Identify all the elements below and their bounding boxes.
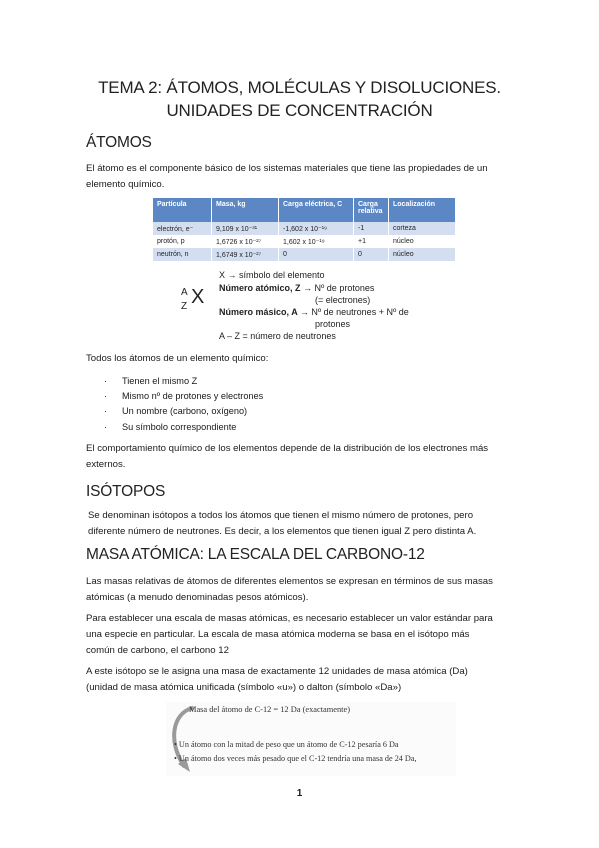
notation-mass-number-label: Número másico, A → [219,307,309,317]
notation-line-3: (= electrones) [315,295,371,305]
isotopos-line2: diferente número de neutrones. Es decir, a los elementos que tienen igual Z pero distinta A. [88,526,477,537]
bullet-icon: · [104,391,108,402]
table-cell: 1,602 x 10⁻¹⁹ [279,235,354,248]
bullet-icon: • [174,740,177,749]
masa-paragraph-3 [86,664,516,696]
comportamiento-line2: externos. [86,459,126,470]
notation-line-1: X → símbolo del elemento [219,270,325,280]
bullet-icon: · [104,421,108,432]
comportamiento-line1: El comportamiento químico de los elementos depende de la distribución de los electrones más [86,443,489,454]
comportamiento-paragraph [86,441,516,473]
mass-number-symbol: A [181,287,188,298]
notation-line-2 [219,283,374,293]
table-cell: corteza [389,222,456,235]
list-item: · Un nombre (carbono, oxígeno) [104,404,263,419]
atomic-number-symbol: Z [181,301,188,312]
table-header: Carga eléctrica, C [279,198,354,222]
list-item: · Mismo nº de protones y electrones [104,389,263,404]
todos-intro: Todos los átomos de un elemento químico: [86,353,269,364]
masa-p2-line3: común de carbono, el carbono 12 [86,645,229,656]
document-title-line1: TEMA 2: ÁTOMOS, MOLÉCULAS Y DISOLUCIONES. [98,78,501,97]
table-cell: +1 [354,235,389,248]
table-header: Masa, kg [212,198,279,222]
isotopos-paragraph [88,508,518,540]
table-cell: 9,109 x 10⁻³¹ [212,222,279,235]
bullet-icon: · [104,376,108,386]
section-heading-isotopos: ISÓTOPOS [86,483,166,500]
table-cell: 0 [354,248,389,261]
masa-paragraph-1 [86,574,516,606]
table-cell: neutrón, n [153,248,212,261]
section-heading-atomos: ÁTOMOS [86,134,152,151]
page-number: 1 [296,788,303,799]
table-row [153,235,456,248]
notation-atomic-number-label: Número atómico, Z → [219,283,313,293]
list-item: · Su símbolo correspondiente [104,420,263,435]
notation-mass-number-text: Nº de neutrones + Nº de [308,307,409,317]
masa-p2-line2: una especie en particular. La escala de masa atómica moderna se basa en el isótopo más [86,629,470,640]
figure-bullet2: • Un átomo dos veces más pesado que el C-12 tendría una masa de 24 Da, [174,754,417,763]
masa-p2-line1: Para establecer una escala de masas atómicas, es necesario establecer un valor estándar para [86,613,493,624]
list-item: · Tienen el mismo Z [104,374,263,389]
bullet-icon: · [104,406,108,417]
notation-line-4 [219,307,409,317]
table-row [153,248,456,261]
table-cell: 1,6749 x 10⁻²⁷ [212,248,279,261]
notation-atomic-number-text: Nº de protones [312,283,375,293]
notation-line-5: protones [315,319,351,329]
atomos-intro-line1: El átomo es el componente básico de los sistemas materiales que tiene las propiedades de un [86,163,488,174]
table-row [153,222,456,235]
table-cell: -1 [354,222,389,235]
particle-table [153,198,456,261]
table-header: Localización [389,198,456,222]
masa-p1-line2: atómicas (a menudo denominadas pesos atómicos). [86,592,309,603]
figure-line1: Masa del átomo de C-12 = 12 Da (exactamente) [189,705,350,714]
c12-mass-figure [166,702,456,776]
table-header: Partícula [153,198,212,222]
document-title-line2: UNIDADES DE CONCENTRACIÓN [166,101,433,120]
section-heading-masa-atomica: MASA ATÓMICA: LA ESCALA DEL CARBONO-12 [86,546,425,563]
properties-list [104,374,263,435]
table-cell: -1,602 x 10⁻¹⁹ [279,222,354,235]
notation-line-6: A – Z = número de neutrones [219,331,336,341]
table-header: Carga relativa [354,198,389,222]
figure-bullet1: • Un átomo con la mitad de peso que un átomo de C-12 pesaría 6 Da [174,740,399,749]
table-cell: núcleo [389,248,456,261]
bullet-icon: • [174,754,177,763]
table-cell: núcleo [389,235,456,248]
atomos-intro [86,161,516,193]
masa-paragraph-2 [86,611,516,659]
masa-p3-line2: (unidad de masa atómica unificada (símbolo «u») o dalton (símbolo «Da») [86,682,402,693]
table-cell: electrón, e⁻ [153,222,212,235]
element-symbol: X [191,286,205,308]
table-cell: 0 [279,248,354,261]
table-cell: 1,6726 x 10⁻²⁷ [212,235,279,248]
table-cell: protón, p [153,235,212,248]
atomos-intro-line2: elemento químico. [86,179,165,190]
masa-p3-line1: A este isótopo se le asigna una masa de exactamente 12 unidades de masa atómica (Da) [86,666,468,677]
masa-p1-line1: Las masas relativas de átomos de diferentes elementos se expresan en términos de sus masas [86,576,493,587]
isotopos-line1: Se denominan isótopos a todos los átomos que tienen el mismo número de protones, pero [88,510,474,521]
